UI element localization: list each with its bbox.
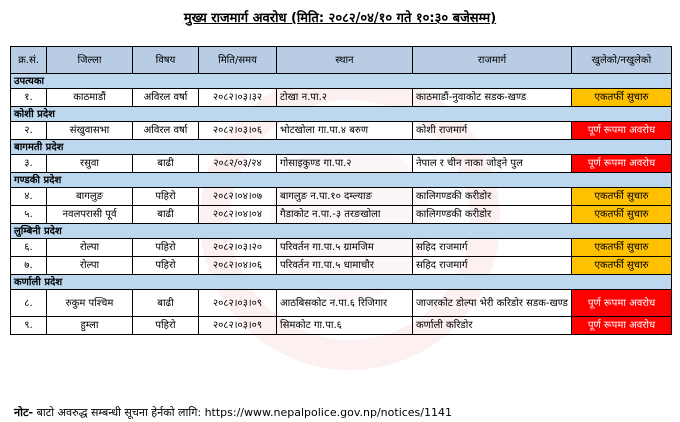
cell-sn: ४. [11,188,47,206]
cell-district: संखुवासभा [47,122,133,140]
table-row [11,257,672,275]
table-row [11,239,672,257]
region-name: उपत्यका [11,74,672,89]
region-row [11,275,672,290]
cell-district: बागलुङ [47,188,133,206]
cell-subject: पहिरो [133,239,199,257]
cell-district: रोल्पा [47,257,133,275]
cell-place: गोसाइकुण्ड गा.पा.२ [277,155,413,173]
region-name: कर्णाली प्रदेश [11,275,672,290]
table-row [11,206,672,224]
region-row [11,173,672,188]
cell-status: पूर्ण रूपमा अवरोध [572,317,672,335]
table-row [11,155,672,173]
footer-note [14,405,452,420]
region-name: लुम्बिनी प्रदेश [11,224,672,239]
cell-date: २०८२।०४।०६ [199,257,277,275]
page-title: मुख्य राजमार्ग अवरोध (मिति: २०८२/०४/१० गते १०:३० बजेसम्म) [183,11,497,26]
cell-district: काठमाडौं [47,89,133,107]
cell-place: परिवर्तन गा.पा.५ ग्रामजिम [277,239,413,257]
cell-sn: ९. [11,317,47,335]
region-name: गण्डकी प्रदेश [11,173,672,188]
table-row [11,290,672,317]
header-subject: विषय [133,47,199,74]
cell-highway: नेपाल र चीन नाका जोड्ने पुल [413,155,572,173]
cell-sn: ६. [11,239,47,257]
cell-place: टोखा न.पा.२ [277,89,413,107]
table-row [11,89,672,107]
cell-place: बागलुङ न.पा.१० दम्ल्याङ [277,188,413,206]
cell-date: २०८२।०३।३२ [199,89,277,107]
cell-place: भोटखोला गा.पा.४ बरुण [277,122,413,140]
cell-subject: बाढी [133,290,199,317]
header-date: मिति/समय [199,47,277,74]
note-label: नोट- [14,406,34,419]
note-text: बाटो अवरुद्ध सम्बन्धी सूचना हेर्नको लागि: https://www.nepalpolice.gov.np/notices/1141 [33,406,452,419]
cell-subject: पहिरो [133,317,199,335]
cell-highway: सहिद राजमार्ग [413,257,572,275]
cell-date: २०८२।०३।०९ [199,317,277,335]
cell-subject: अविरल वर्षा [133,122,199,140]
region-row [11,140,672,155]
cell-highway: जाजरकोट डोल्पा भेरी करिडोर सडक-खण्ड [413,290,572,317]
cell-sn: ५. [11,206,47,224]
cell-date: २०८२।०४।०४ [199,206,277,224]
cell-highway: कोशी राजमार्ग [413,122,572,140]
cell-district: हुम्ला [47,317,133,335]
cell-highway: सहिद राजमार्ग [413,239,572,257]
cell-subject: बाढी [133,155,199,173]
cell-sn: ८. [11,290,47,317]
region-name: बागमती प्रदेश [11,140,672,155]
region-row [11,107,672,122]
header-status: खुलेको/नखुलेको [572,47,672,74]
header-district: जिल्ला [47,47,133,74]
cell-place: सिमकोट गा.पा.६ [277,317,413,335]
header-sn: क्र.सं. [11,47,47,74]
table-row [11,317,672,335]
cell-date: २०८२।०४।०७ [199,188,277,206]
cell-highway: काठमाडौं-नुवाकोट सडक-खण्ड [413,89,572,107]
cell-district: नवलपरासी पूर्व [47,206,133,224]
road-blockage-table [10,46,672,335]
cell-subject: पहिरो [133,257,199,275]
cell-highway: कालिगण्डकी करीडोर [413,188,572,206]
cell-sn: ३. [11,155,47,173]
cell-sn: १. [11,89,47,107]
cell-district: रोल्पा [47,239,133,257]
cell-status: एकतर्फी सुचारु [572,257,672,275]
cell-district: रुकुम पश्चिम [47,290,133,317]
cell-place: परिवर्तन गा.पा.५ धामाचौर [277,257,413,275]
cell-date: २०८२।०३।०९ [199,290,277,317]
cell-subject: अविरल वर्षा [133,89,199,107]
table-body [11,74,672,335]
table-row [11,122,672,140]
cell-place: आठबिसकोट न.पा.६ रिजिगार [277,290,413,317]
cell-district: रसुवा [47,155,133,173]
header-highway: राजमार्ग [413,47,572,74]
cell-subject: पहिरो [133,188,199,206]
cell-status: एकतर्फी सुचारु [572,188,672,206]
region-row [11,74,672,89]
cell-sn: २. [11,122,47,140]
cell-status: एकतर्फी सुचारु [572,89,672,107]
region-row [11,224,672,239]
cell-sn: ७. [11,257,47,275]
region-name: कोशी प्रदेश [11,107,672,122]
header-place: स्थान [277,47,413,74]
cell-date: २०८२।०३।२० [199,239,277,257]
cell-status: एकतर्फी सुचारु [572,239,672,257]
cell-date: २०८२।०३।०६ [199,122,277,140]
cell-place: गैडाकोट न.पा.-३ तरङखोला [277,206,413,224]
cell-highway: कर्णाली करिडोर [413,317,572,335]
cell-status: पूर्ण रूपमा अवरोध [572,290,672,317]
cell-status: पूर्ण रूपमा अवरोध [572,122,672,140]
table-header-row [11,47,672,74]
cell-highway: कालिगण्डकी करीडोर [413,206,572,224]
cell-status: पूर्ण रूपमा अवरोध [572,155,672,173]
cell-subject: बाढी [133,206,199,224]
cell-date: २०८२/०३/२४ [199,155,277,173]
table-row [11,188,672,206]
cell-status: एकतर्फी सुचारु [572,206,672,224]
